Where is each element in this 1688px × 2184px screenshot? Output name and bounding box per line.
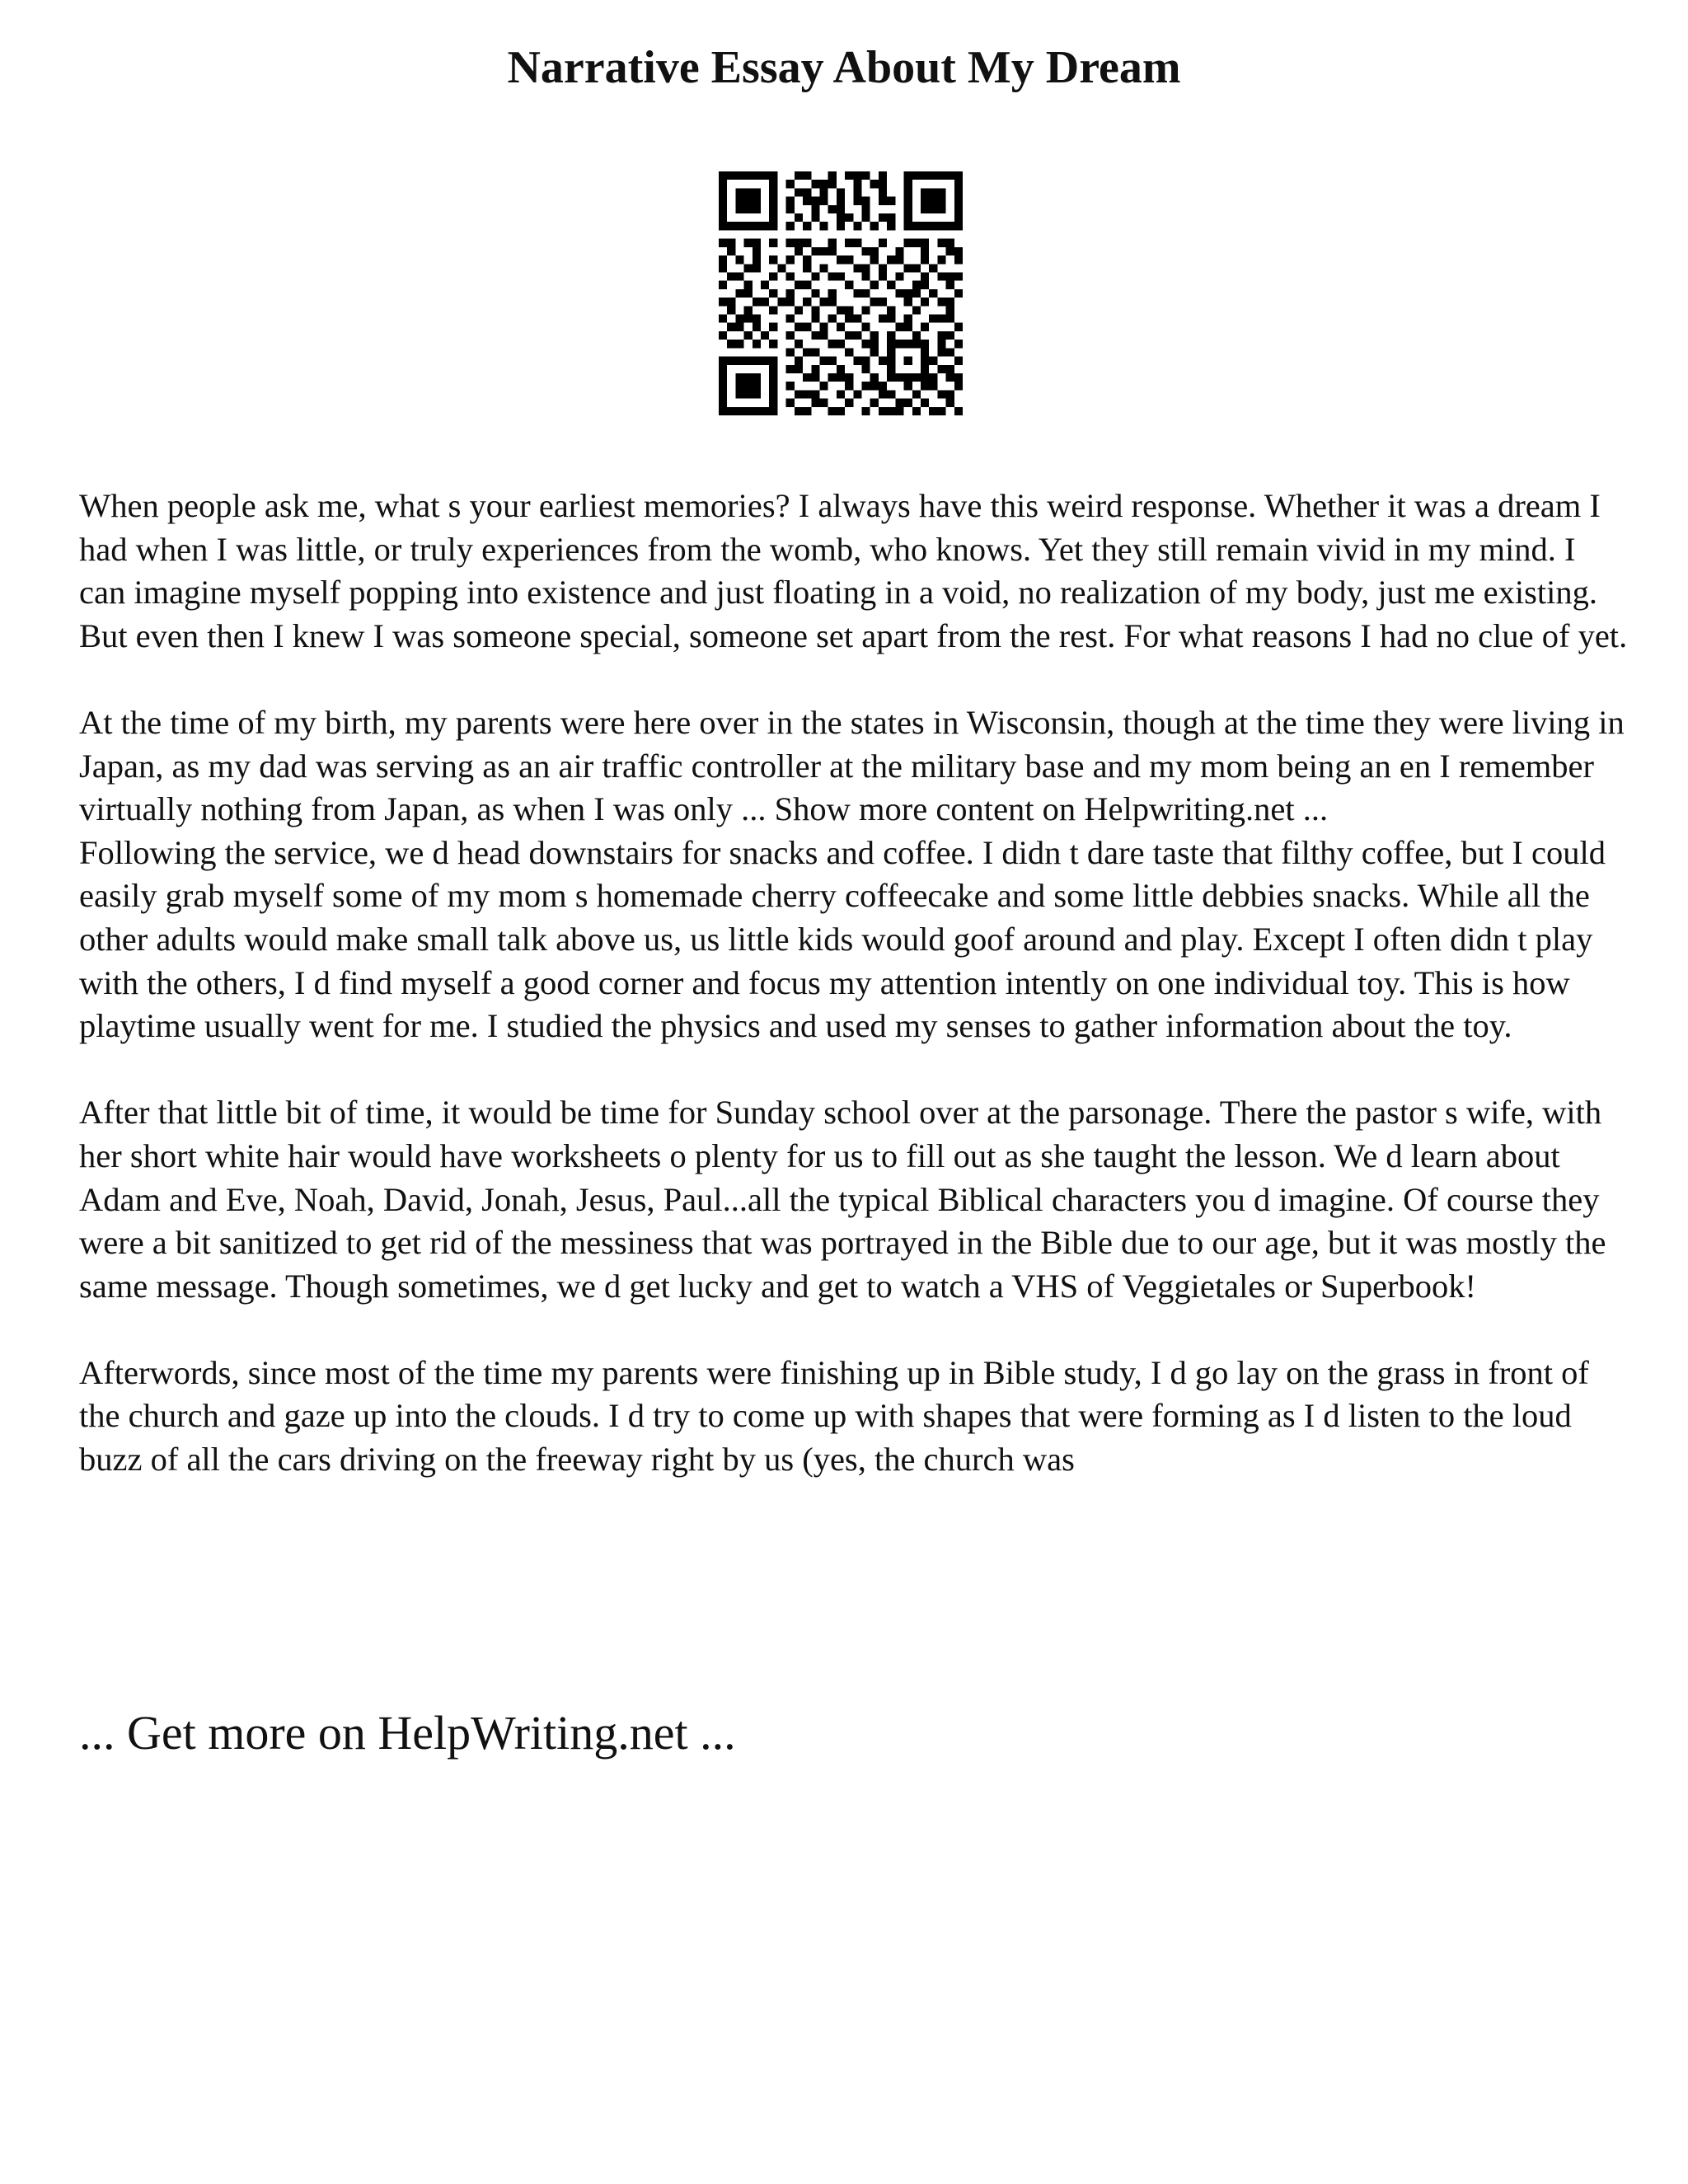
- paragraph-spacer: [79, 1308, 1629, 1352]
- paragraph-4: After that little bit of time, it would be time for Sunday school over at the parsonage. There the pastor s wife, with her short white hair would have worksheets o plenty for us to fill out as she taught the lesson. We d learn about Adam and Eve, Noah, David, Jonah, Jesus, Paul...all the typical Biblical characters you d imagine. Of course they were a bit sanitized to get rid of the messiness that was portrayed in the Bible due to our age, but it was mostly the same message. Though sometimes, we d get lucky and get to watch a VHS of Veggietales or Superbook!: [79, 1094, 1606, 1305]
- paragraph-3: Following the service, we d head downstairs for snacks and coffee. I didn t dare taste that filthy coffee, but I could easily grab myself some of my mom s homemade cherry coffeecake and some little debbies snacks. While all the other adults would make small talk above us, us little kids would goof around and play. Except I often didn t play with the others, I d find myself a good corner and focus my attention intently on one individual toy. This is how playtime usually went for me. I studied the physics and used my senses to gather information about the toy.: [79, 833, 1606, 1045]
- get-more-link[interactable]: ... Get more on HelpWriting.net ...: [79, 1706, 736, 1760]
- essay-body: [79, 485, 1629, 1482]
- paragraph-2: At the time of my birth, my parents were here over in the states in Wisconsin, though at the time they were living in Japan, as my dad was serving as an air traffic controller at the military base and my mom being an en I remember virtually nothing from Japan, as when I was only ... Show more content on Helpwriting.net ...: [79, 703, 1625, 828]
- paragraph-spacer: [79, 1048, 1629, 1092]
- qr-code-icon: [719, 171, 963, 415]
- paragraph-spacer: [79, 658, 1629, 701]
- paragraph-1: When people ask me, what s your earliest memories? I always have this weird response. Whether it was a dream I had when I was little, or truly experiences from the womb, who knows. Yet they still remain vivid in my mind. I can imagine myself popping into existence and just floating in a void, no realization of my body, just me existing. But even then I knew I was someone special, someone set apart from the rest. For what reasons I had no clue of yet.: [79, 487, 1628, 654]
- page-title: Narrative Essay About My Dream: [507, 42, 1181, 93]
- paragraph-5: Afterwords, since most of the time my parents were finishing up in Bible study, I d go lay on the grass in front of the church and gaze up into the clouds. I d try to come up with shapes that were forming as I d listen to the loud buzz of all the cars driving on the freeway right by us (yes, the church was: [79, 1353, 1589, 1479]
